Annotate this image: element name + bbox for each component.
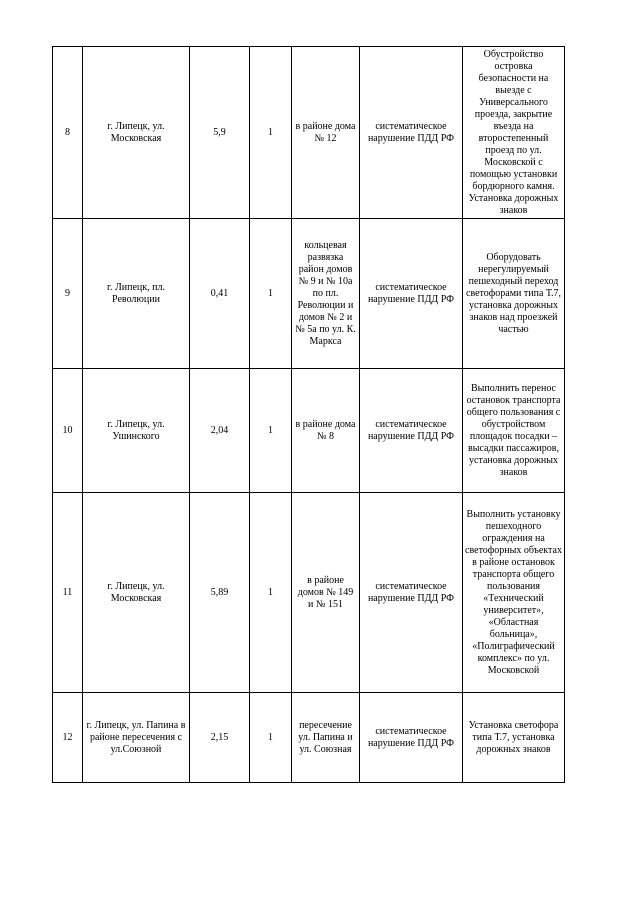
measures-cell: Обустройство островка безопасности на выезде с Универсального проезда, закрытие въезда на второстепенный проезд по ул. Московской с помощью установки бордюрного камня. Установка дорожных знаков (463, 47, 565, 219)
violation-cell: систематическое нарушение ПДД РФ (360, 219, 463, 369)
count-cell: 1 (250, 693, 292, 783)
violation-cell: систематическое нарушение ПДД РФ (360, 369, 463, 493)
address-cell: г. Липецк, ул. Папина в районе пересечения с ул.Союзной (83, 693, 190, 783)
measures-cell: Выполнить перенос остановок транспорта общего пользования с обустройством площадок посадки – высадки пассажиров, установка дорожных знаков (463, 369, 565, 493)
row-number: 10 (53, 369, 83, 493)
location-cell: в районе дома № 12 (292, 47, 360, 219)
count-cell: 1 (250, 493, 292, 693)
location-cell: в районе домов № 149 и № 151 (292, 493, 360, 693)
table-row (53, 369, 565, 493)
address-cell: г. Липецк, ул. Московская (83, 47, 190, 219)
location-cell: кольцевая развязка район домов № 9 и № 10а по пл. Революции и домов № 2 и № 5а по ул. К. Маркса (292, 219, 360, 369)
measures-cell: Оборудовать нерегулируемый пешеходный переход светофорами типа Т.7, установка дорожных знаков над проезжей частью (463, 219, 565, 369)
measures-cell: Установка светофора типа Т.7, установка дорожных знаков (463, 693, 565, 783)
length-cell: 2,04 (190, 369, 250, 493)
accident-sites-table (52, 46, 565, 783)
row-number: 11 (53, 493, 83, 693)
address-cell: г. Липецк, пл. Революции (83, 219, 190, 369)
location-cell: пересечение ул. Папина и ул. Союзная (292, 693, 360, 783)
row-number: 8 (53, 47, 83, 219)
address-cell: г. Липецк, ул. Московская (83, 493, 190, 693)
row-number: 12 (53, 693, 83, 783)
count-cell: 1 (250, 47, 292, 219)
violation-cell: систематическое нарушение ПДД РФ (360, 47, 463, 219)
length-cell: 0,41 (190, 219, 250, 369)
count-cell: 1 (250, 369, 292, 493)
row-number: 9 (53, 219, 83, 369)
measures-cell: Выполнить установку пешеходного ограждения на светофорных объектах в районе остановок транспорта общего пользования «Технический университет», «Областная больница», «Полиграфический комплекс» по ул. Московской (463, 493, 565, 693)
violation-cell: систематическое нарушение ПДД РФ (360, 693, 463, 783)
violation-cell: систематическое нарушение ПДД РФ (360, 493, 463, 693)
table-row (53, 219, 565, 369)
location-cell: в районе дома № 8 (292, 369, 360, 493)
table-row (53, 47, 565, 219)
length-cell: 5,9 (190, 47, 250, 219)
table-row (53, 693, 565, 783)
address-cell: г. Липецк, ул. Ушинского (83, 369, 190, 493)
length-cell: 5,89 (190, 493, 250, 693)
table-row (53, 493, 565, 693)
count-cell: 1 (250, 219, 292, 369)
length-cell: 2,15 (190, 693, 250, 783)
